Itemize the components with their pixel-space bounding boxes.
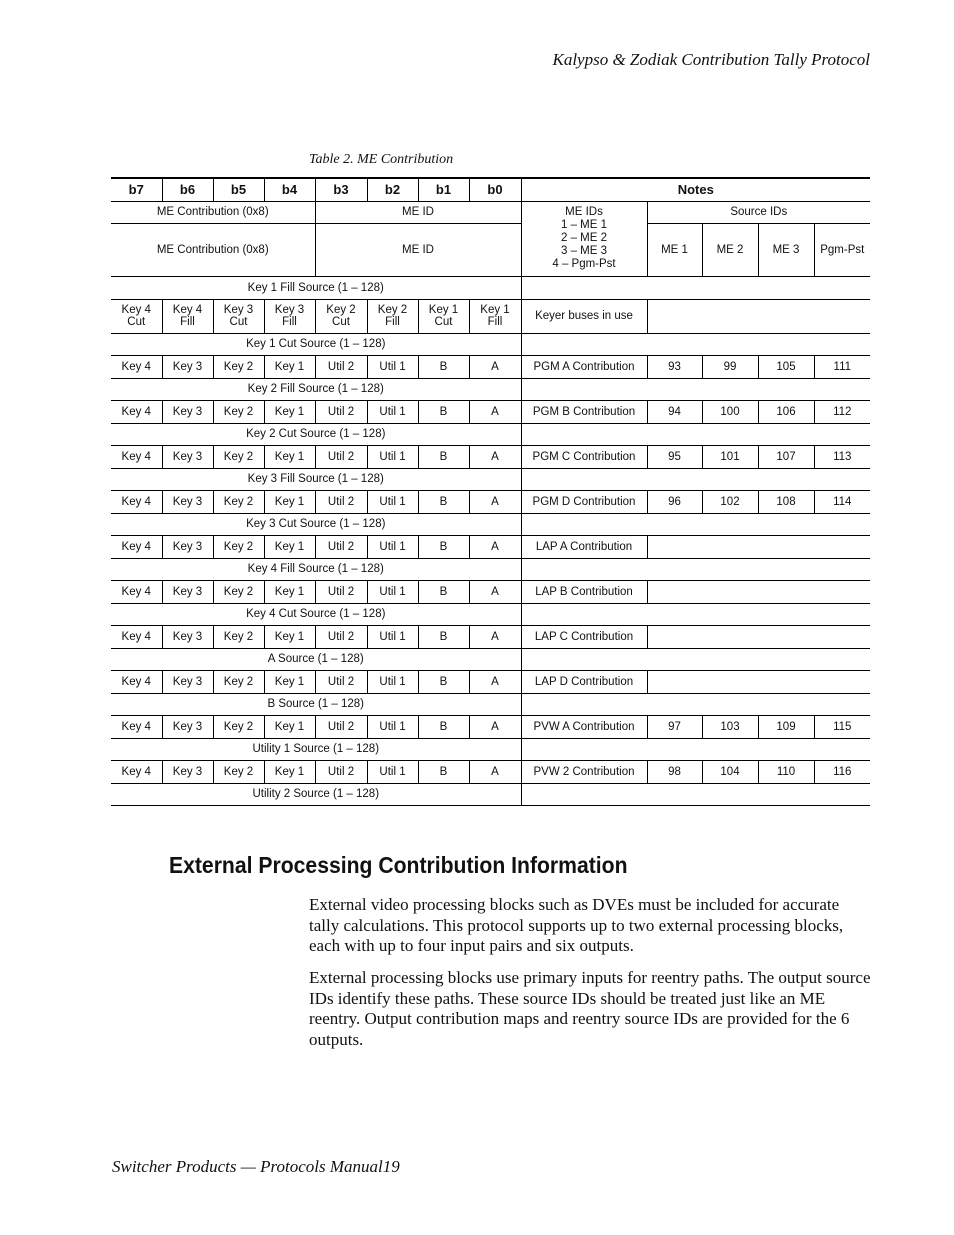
source-id-cell: 110 <box>758 760 814 783</box>
bus-row <box>111 535 870 558</box>
bus-bit-cell: Key 1 <box>264 490 315 513</box>
bit-header: b7 <box>111 178 162 201</box>
source-row <box>111 468 870 490</box>
contribution-note: PGM D Contribution <box>521 490 647 513</box>
bus-bit-cell: Key 1 <box>264 400 315 423</box>
bus-bit-cell: A <box>469 535 521 558</box>
source-id-cell: 97 <box>647 715 702 738</box>
me-ids-line: 1 – ME 1 <box>560 219 608 231</box>
bus-bit-cell: Key 3 <box>162 355 213 378</box>
keyer-bit-cell <box>315 299 367 333</box>
bus-bit-cell: A <box>469 355 521 378</box>
empty-note-cell <box>521 468 870 490</box>
bus-bit-cell: Key 2 <box>213 625 264 648</box>
empty-note-cell <box>521 423 870 445</box>
me-id-cell: ME ID <box>315 223 521 276</box>
bus-bit-cell: Util 1 <box>367 670 418 693</box>
bus-bit-cell: Key 4 <box>111 625 162 648</box>
keyer-bit-cell <box>469 299 521 333</box>
source-id-cell: 113 <box>814 445 870 468</box>
bus-bit-cell: A <box>469 400 521 423</box>
empty-note-cell <box>521 693 870 715</box>
source-range-cell: A Source (1 – 128) <box>111 648 521 670</box>
empty-note-cell <box>521 648 870 670</box>
source-col-header: Pgm-Pst <box>814 223 870 276</box>
page-footer: Switcher Products — Protocols Manual19 <box>112 1157 400 1176</box>
bit-header: b4 <box>264 178 315 201</box>
source-col-header: ME 1 <box>647 223 702 276</box>
contribution-note: LAP C Contribution <box>521 625 647 648</box>
source-range-cell: Key 3 Cut Source (1 – 128) <box>111 513 521 535</box>
bus-bit-cell: Util 2 <box>315 760 367 783</box>
bus-bit-cell: Util 1 <box>367 400 418 423</box>
bus-bit-cell: B <box>418 490 469 513</box>
bus-bit-cell: Key 2 <box>213 760 264 783</box>
keyer-bit-line: Cut <box>332 316 350 328</box>
source-id-cell: 104 <box>702 760 758 783</box>
bus-bit-cell: Util 2 <box>315 580 367 603</box>
bus-bit-cell: Util 2 <box>315 625 367 648</box>
source-id-cell: 116 <box>814 760 870 783</box>
keyer-bit-line: Key 3 <box>223 304 254 316</box>
source-row <box>111 603 870 625</box>
bus-bit-cell: A <box>469 580 521 603</box>
source-row <box>111 738 870 760</box>
bus-bit-cell: Key 2 <box>213 535 264 558</box>
bus-bit-cell: Key 4 <box>111 670 162 693</box>
empty-id-cell <box>647 580 870 603</box>
keyer-bit-cell <box>213 299 264 333</box>
keyer-bit-line: Fill <box>487 316 503 328</box>
source-id-cell: 111 <box>814 355 870 378</box>
contribution-note: PVW 2 Contribution <box>521 760 647 783</box>
section-title: External Processing Contribution Information <box>169 852 628 878</box>
bus-bit-cell: Key 4 <box>111 445 162 468</box>
source-id-cell: 101 <box>702 445 758 468</box>
contribution-note: PVW A Contribution <box>521 715 647 738</box>
bus-bit-cell: B <box>418 760 469 783</box>
bus-bit-cell: Key 2 <box>213 400 264 423</box>
keyer-bit-cell <box>264 299 315 333</box>
source-id-cell: 108 <box>758 490 814 513</box>
contribution-note: PGM B Contribution <box>521 400 647 423</box>
keyer-bit-line: Key 1 <box>480 304 510 316</box>
empty-note-cell <box>521 603 870 625</box>
keyer-bit-line: Key 3 <box>274 304 305 316</box>
bus-row <box>111 715 870 738</box>
keyer-bit-cell <box>367 299 418 333</box>
bus-row <box>111 670 870 693</box>
bus-bit-cell: Util 1 <box>367 760 418 783</box>
me-ids-note <box>521 201 647 276</box>
bus-bit-cell: Key 2 <box>213 715 264 738</box>
bus-bit-cell: Key 4 <box>111 580 162 603</box>
source-id-cell: 100 <box>702 400 758 423</box>
bus-row <box>111 355 870 378</box>
keyer-bit-line: Fill <box>385 316 400 328</box>
bus-bit-cell: Util 1 <box>367 580 418 603</box>
empty-note-cell <box>521 378 870 400</box>
source-id-cell: 93 <box>647 355 702 378</box>
me-ids-line: 2 – ME 2 <box>560 232 608 244</box>
bus-row <box>111 625 870 648</box>
bus-bit-cell: Key 3 <box>162 445 213 468</box>
empty-note-cell <box>521 276 870 299</box>
source-range-cell: Key 4 Fill Source (1 – 128) <box>111 558 521 580</box>
source-range-cell: Key 2 Cut Source (1 – 128) <box>111 423 521 445</box>
bus-bit-cell: Util 2 <box>315 445 367 468</box>
keyer-bit-line: Key 2 <box>326 304 356 316</box>
keyer-bit-line: Key 4 <box>172 304 203 316</box>
bus-bit-cell: A <box>469 490 521 513</box>
bit-header: b5 <box>213 178 264 201</box>
body-paragraph: External processing blocks use primary inputs for reentry paths. The output source IDs identify these paths. These source IDs should be treated just like an ME reentry. Output contribution maps and reentry source IDs are provided for the 6 outputs. <box>309 968 871 1049</box>
keyer-bit-line: Cut <box>229 316 248 328</box>
contribution-note: LAP D Contribution <box>521 670 647 693</box>
source-row <box>111 648 870 670</box>
bus-bit-cell: Key 1 <box>264 580 315 603</box>
source-id-cell: 105 <box>758 355 814 378</box>
bus-bit-cell: Key 2 <box>213 580 264 603</box>
bus-bit-cell: Key 2 <box>213 670 264 693</box>
source-row <box>111 558 870 580</box>
bus-bit-cell: Key 4 <box>111 760 162 783</box>
bus-bit-cell: A <box>469 715 521 738</box>
bus-bit-cell: B <box>418 535 469 558</box>
source-row <box>111 693 870 715</box>
bus-bit-cell: Util 2 <box>315 535 367 558</box>
keyer-note: Keyer buses in use <box>521 299 647 333</box>
empty-note-cell <box>521 783 870 805</box>
source-id-cell: 98 <box>647 760 702 783</box>
bus-bit-cell: Key 1 <box>264 625 315 648</box>
source-id-cell: 99 <box>702 355 758 378</box>
bus-bit-cell: Util 2 <box>315 490 367 513</box>
source-col-header: ME 3 <box>758 223 814 276</box>
bus-bit-cell: Key 1 <box>264 355 315 378</box>
bus-bit-cell: B <box>418 355 469 378</box>
bus-row <box>111 445 870 468</box>
bus-bit-cell: Util 1 <box>367 445 418 468</box>
bus-bit-cell: B <box>418 715 469 738</box>
bus-bit-cell: Key 4 <box>111 715 162 738</box>
source-range-cell: Key 2 Fill Source (1 – 128) <box>111 378 521 400</box>
source-id-cell: 94 <box>647 400 702 423</box>
me-ids-line: 3 – ME 3 <box>560 245 608 257</box>
bit-header: b3 <box>315 178 367 201</box>
source-range-cell: Key 4 Cut Source (1 – 128) <box>111 603 521 625</box>
keyer-bit-line: Key 4 <box>121 304 151 316</box>
bus-bit-cell: Key 3 <box>162 670 213 693</box>
source-row <box>111 783 870 805</box>
empty-id-cell <box>647 625 870 648</box>
source-col-header: ME 2 <box>702 223 758 276</box>
source-id-cell: 114 <box>814 490 870 513</box>
keyer-bit-line: Fill <box>180 316 195 328</box>
keyer-bit-line: Key 1 <box>428 304 459 316</box>
source-id-cell: 115 <box>814 715 870 738</box>
bus-bit-cell: Util 2 <box>315 400 367 423</box>
bit-header: b6 <box>162 178 213 201</box>
source-id-cell: 112 <box>814 400 870 423</box>
bus-bit-cell: B <box>418 445 469 468</box>
source-row <box>111 378 870 400</box>
empty-note-cell <box>521 738 870 760</box>
source-range-cell: Utility 1 Source (1 – 128) <box>111 738 521 760</box>
me-contribution-cell: ME Contribution (0x8) <box>111 223 315 276</box>
source-id-cell: 103 <box>702 715 758 738</box>
bus-bit-cell: B <box>418 670 469 693</box>
source-range-cell: Key 3 Fill Source (1 – 128) <box>111 468 521 490</box>
bus-bit-cell: Util 1 <box>367 535 418 558</box>
keyer-bit-line: Fill <box>282 316 297 328</box>
bus-bit-cell: A <box>469 670 521 693</box>
bus-bit-cell: Util 1 <box>367 625 418 648</box>
contribution-note: PGM C Contribution <box>521 445 647 468</box>
bus-bit-cell: Key 2 <box>213 355 264 378</box>
bus-bit-cell: Key 1 <box>264 670 315 693</box>
bus-bit-cell: Key 4 <box>111 535 162 558</box>
bus-bit-cell: Key 1 <box>264 445 315 468</box>
bus-bit-cell: Util 2 <box>315 355 367 378</box>
bus-bit-cell: Key 3 <box>162 715 213 738</box>
source-range-cell: Utility 2 Source (1 – 128) <box>111 783 521 805</box>
keyer-bit-cell <box>162 299 213 333</box>
notes-header: Notes <box>521 178 870 201</box>
bus-bit-cell: Key 4 <box>111 400 162 423</box>
bus-bit-cell: Key 1 <box>264 535 315 558</box>
bus-bit-cell: Key 1 <box>264 760 315 783</box>
bus-row <box>111 760 870 783</box>
bus-bit-cell: Util 2 <box>315 715 367 738</box>
bus-bit-cell: Util 2 <box>315 670 367 693</box>
empty-note-cell <box>647 299 870 333</box>
source-range-cell: B Source (1 – 128) <box>111 693 521 715</box>
contribution-note: LAP A Contribution <box>521 535 647 558</box>
source-row <box>111 513 870 535</box>
bus-bit-cell: Key 3 <box>162 625 213 648</box>
source-range-cell: Key 1 Cut Source (1 – 128) <box>111 333 521 355</box>
bus-row <box>111 580 870 603</box>
empty-note-cell <box>521 333 870 355</box>
keyer-bit-line: Cut <box>127 316 146 328</box>
keyer-bit-line: Cut <box>434 316 453 328</box>
me-contribution-cell: ME Contribution (0x8) <box>111 201 315 223</box>
bus-bit-cell: Key 3 <box>162 535 213 558</box>
me-contribution-table <box>111 177 870 806</box>
bus-bit-cell: Key 2 <box>213 490 264 513</box>
empty-note-cell <box>521 558 870 580</box>
empty-id-cell <box>647 670 870 693</box>
bus-bit-cell: A <box>469 760 521 783</box>
me-ids-line: ME IDs <box>565 206 603 218</box>
empty-id-cell <box>647 535 870 558</box>
source-id-cell: 95 <box>647 445 702 468</box>
source-id-cell: 102 <box>702 490 758 513</box>
keyer-bit-cell <box>418 299 469 333</box>
bus-bit-cell: Key 4 <box>111 490 162 513</box>
bus-bit-cell: Key 3 <box>162 400 213 423</box>
bit-header: b2 <box>367 178 418 201</box>
me-id-cell: ME ID <box>315 201 521 223</box>
source-id-cell: 106 <box>758 400 814 423</box>
source-id-cell: 107 <box>758 445 814 468</box>
bus-bit-cell: Key 2 <box>213 445 264 468</box>
me-ids-line: 4 – Pgm-Pst <box>552 258 616 270</box>
source-id-cell: 96 <box>647 490 702 513</box>
table-caption: Table 2. ME Contribution <box>309 152 454 167</box>
body-paragraph: External video processing blocks such as DVEs must be included for accurate tally calculations. This protocol supports up to two external processing blocks, each with up to four input pairs and six outputs. <box>309 895 844 955</box>
bus-row <box>111 400 870 423</box>
keyer-bit-line: Key 2 <box>377 304 408 316</box>
bus-bit-cell: Util 1 <box>367 355 418 378</box>
empty-note-cell <box>521 513 870 535</box>
bit-header: b0 <box>469 178 521 201</box>
bus-bit-cell: Key 1 <box>264 715 315 738</box>
source-row <box>111 423 870 445</box>
keyer-bit-cell <box>111 299 162 333</box>
bit-header: b1 <box>418 178 469 201</box>
bus-bit-cell: A <box>469 625 521 648</box>
bus-bit-cell: Util 1 <box>367 715 418 738</box>
contribution-note: PGM A Contribution <box>521 355 647 378</box>
bus-bit-cell: B <box>418 625 469 648</box>
contribution-note: LAP B Contribution <box>521 580 647 603</box>
bus-row <box>111 490 870 513</box>
bus-bit-cell: Key 3 <box>162 580 213 603</box>
source-id-cell: 109 <box>758 715 814 738</box>
bus-bit-cell: Key 3 <box>162 760 213 783</box>
bus-bit-cell: B <box>418 580 469 603</box>
bus-bit-cell: A <box>469 445 521 468</box>
bus-bit-cell: Key 4 <box>111 355 162 378</box>
running-header: Kalypso & Zodiak Contribution Tally Protocol <box>552 50 870 69</box>
source-ids-header: Source IDs <box>647 201 870 223</box>
bus-bit-cell: Key 3 <box>162 490 213 513</box>
source-range-cell: Key 1 Fill Source (1 – 128) <box>111 276 521 299</box>
bus-bit-cell: Util 1 <box>367 490 418 513</box>
bus-bit-cell: B <box>418 400 469 423</box>
